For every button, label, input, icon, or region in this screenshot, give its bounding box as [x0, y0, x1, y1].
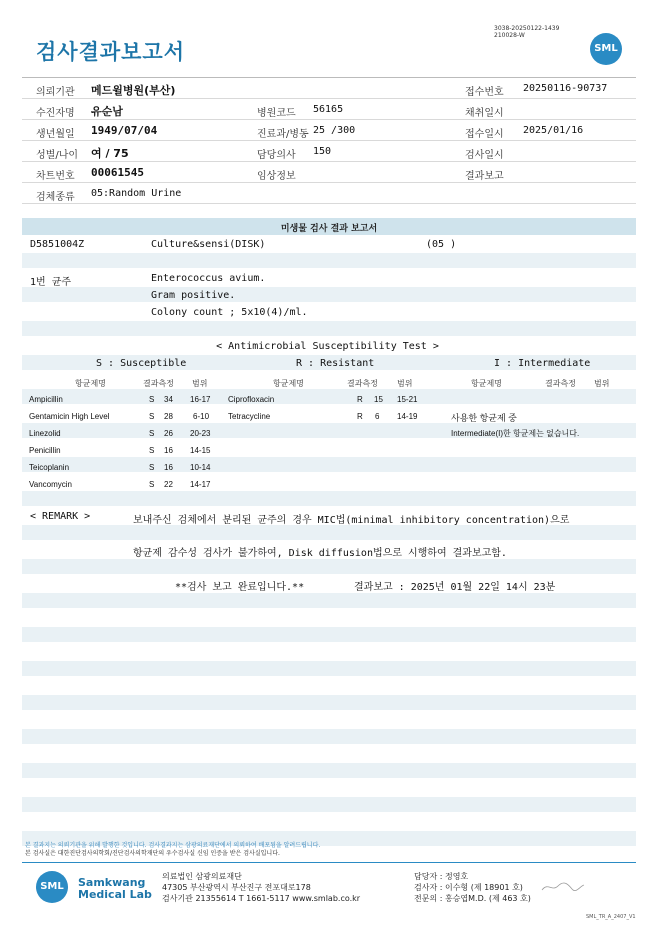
receipt-date-value: 2025/01/16	[523, 125, 584, 136]
form-code: SML_TR_A_2407_V1	[586, 914, 636, 920]
receipt-no-value: 20250116-90737	[523, 83, 608, 94]
row-band	[22, 525, 636, 540]
receipt-no-label: 접수번호	[465, 87, 504, 98]
ast-value: 34	[164, 395, 173, 404]
patient-label: 수진자명	[36, 108, 75, 119]
test-date-label: 검사일시	[465, 150, 504, 161]
row-band	[22, 797, 636, 812]
ast-title: < Antimicrobial Susceptibility Test >	[216, 341, 439, 352]
hospital-label: 의뢰기관	[36, 87, 75, 98]
page-title: 검사결과보고서	[36, 40, 186, 64]
row-band	[22, 763, 636, 778]
ast-result: S	[149, 446, 155, 455]
doctor-label: 담당의사	[257, 150, 296, 161]
ast-drug: Ampicillin	[29, 395, 63, 404]
ast-note: Intermediate(I)한 항균제는 없습니다.	[451, 429, 580, 438]
ast-range: 14-19	[397, 412, 418, 421]
row-band	[22, 321, 636, 336]
ast-drug: Vancomycin	[29, 480, 72, 489]
col-header-range: 범위	[594, 379, 610, 388]
specimen-label: 검체종류	[36, 192, 75, 203]
divider	[22, 77, 636, 78]
divider	[22, 203, 636, 204]
ast-drug: Tetracycline	[228, 412, 271, 421]
ast-result: S	[149, 412, 155, 421]
row-band	[22, 389, 636, 404]
hospital-code-value: 56165	[313, 104, 344, 115]
dept-value: 25 /300	[313, 125, 356, 136]
ast-result: S	[149, 463, 155, 472]
test-code: D5851004Z	[30, 239, 85, 250]
document-code: 3038-20250122-1439 210028-W	[494, 25, 560, 39]
ast-result: R	[357, 395, 363, 404]
organism-line: Enterococcus avium.	[151, 273, 266, 284]
ast-range: 6-10	[193, 412, 210, 421]
section-title: 미생물 검사 결과 보고서	[280, 224, 378, 234]
row-band	[22, 661, 636, 676]
specimen-value: 05:Random Urine	[91, 188, 182, 199]
ast-value: 16	[164, 463, 173, 472]
ast-value: 16	[164, 446, 173, 455]
ast-range: 14-17	[190, 480, 211, 489]
ast-result: R	[357, 412, 363, 421]
sex-age-label: 성별/나이	[36, 150, 79, 161]
test-name: Culture&sensi(DISK)	[151, 239, 266, 250]
ast-result: S	[149, 480, 155, 489]
ast-value: 15	[374, 395, 383, 404]
birth-label: 생년월일	[36, 129, 75, 140]
hospital-value: 메드윌병원(부산)	[91, 84, 176, 97]
signature	[540, 880, 586, 894]
remark-line: 항균제 감수성 검사가 불가하여, Disk diffusion법으로 시행하여 결과보고함.	[133, 548, 507, 559]
remark-line: 보내주신 검체에서 분리된 균주의 경우 MIC법(minimal inhibitory concentration)으로	[133, 515, 570, 526]
chart-no-label: 차트번호	[36, 171, 75, 182]
legend-intermediate: I : Intermediate	[494, 358, 591, 369]
report-complete: **검사 보고 완료입니다.**	[175, 582, 305, 593]
row-band	[22, 287, 636, 302]
ast-note: 사용한 항균제 중	[451, 413, 517, 423]
ast-result: S	[149, 395, 155, 404]
col-header-drug: 항균제명	[471, 379, 502, 388]
ast-drug: Linezolid	[29, 429, 61, 438]
chart-no-value: 00061545	[91, 166, 144, 179]
result-report-label: 결과보고	[465, 171, 504, 182]
col-header-range: 범위	[192, 379, 208, 388]
col-header-drug: 항균제명	[273, 379, 304, 388]
birth-value: 1949/07/04	[91, 124, 158, 137]
hospital-code-label: 병원코드	[257, 108, 296, 119]
footer-notice: 본 검사실은 대한진단검사의학회/진단검사의학재단의 우수검사실 신임 인증을 받은 검사실입니다.	[25, 850, 280, 857]
ast-value: 26	[164, 429, 173, 438]
row-band	[22, 593, 636, 608]
divider	[22, 140, 636, 141]
ast-result: S	[149, 429, 155, 438]
patient-value: 유순남	[91, 105, 123, 118]
ast-drug: Penicillin	[29, 446, 61, 455]
row-band	[22, 491, 636, 506]
row-band	[22, 457, 636, 472]
legend-resistant: R : Resistant	[296, 358, 375, 369]
col-header-range: 범위	[397, 379, 413, 388]
ast-drug: Gentamicin High Level	[29, 412, 110, 421]
ast-range: 16-17	[190, 395, 211, 404]
row-band	[22, 627, 636, 642]
row-band	[22, 559, 636, 574]
sml-footer-logo: SML	[36, 871, 68, 903]
col-header-result: 결과측정	[347, 379, 378, 388]
result-time: 결과보고 : 2025년 01월 22일 14시 23분	[354, 582, 556, 593]
divider	[22, 98, 636, 99]
clinical-label: 임상정보	[257, 171, 296, 182]
ast-drug: Ciprofloxacin	[228, 395, 275, 404]
remark-label: < REMARK >	[30, 511, 91, 522]
col-header-result: 결과측정	[143, 379, 174, 388]
organism-label: 1번 균주	[30, 277, 72, 288]
footer-org: 의료법인 삼광의료재단 47305 부산광역시 부산진구 전포대로178 검사기관 21355614 T 1661-5117 www.smlab.co.kr	[162, 872, 361, 903]
organism-line: Colony count ; 5x10(4)/ml.	[151, 307, 308, 318]
ast-drug: Teicoplanin	[29, 463, 70, 472]
sml-logo: SML	[590, 33, 622, 65]
ast-range: 15-21	[397, 395, 418, 404]
divider	[22, 182, 636, 183]
doctor-value: 150	[313, 146, 332, 157]
section-header	[22, 218, 636, 235]
ast-value: 22	[164, 480, 173, 489]
ast-range: 10-14	[190, 463, 211, 472]
col-header-drug: 항균제명	[75, 379, 106, 388]
lab-name: Samkwang Medical Lab	[78, 876, 152, 901]
receipt-date-label: 접수일시	[465, 129, 504, 140]
ast-value: 6	[375, 412, 380, 421]
sex-age-value: 여 / 75	[91, 147, 129, 160]
collect-date-label: 채취일시	[465, 108, 504, 119]
legend-susceptible: S : Susceptible	[96, 358, 187, 369]
row-band	[22, 253, 636, 268]
footer-staff: 담당자 : 정영호 검사자 : 이수형 (제 18901 호) 전문의 : 홍승엽M.D. (제 463 호)	[414, 872, 531, 903]
dept-label: 진료과/병동	[257, 129, 309, 140]
divider	[22, 161, 636, 162]
organism-line: Gram positive.	[151, 290, 236, 301]
row-band	[22, 695, 636, 710]
test-count: (05 )	[426, 239, 457, 250]
divider	[22, 119, 636, 120]
footer-divider	[22, 862, 636, 863]
row-band	[22, 729, 636, 744]
ast-range: 14-15	[190, 446, 211, 455]
ast-value: 28	[164, 412, 173, 421]
col-header-result: 결과측정	[545, 379, 576, 388]
ast-range: 20-23	[190, 429, 211, 438]
footer-notice: 본 결과지는 의뢰기관을 위해 발행한 것입니다. 검사결과지는 삼광의료재단에서 의뢰하여 배포됨을 알려드립니다.	[25, 842, 321, 849]
